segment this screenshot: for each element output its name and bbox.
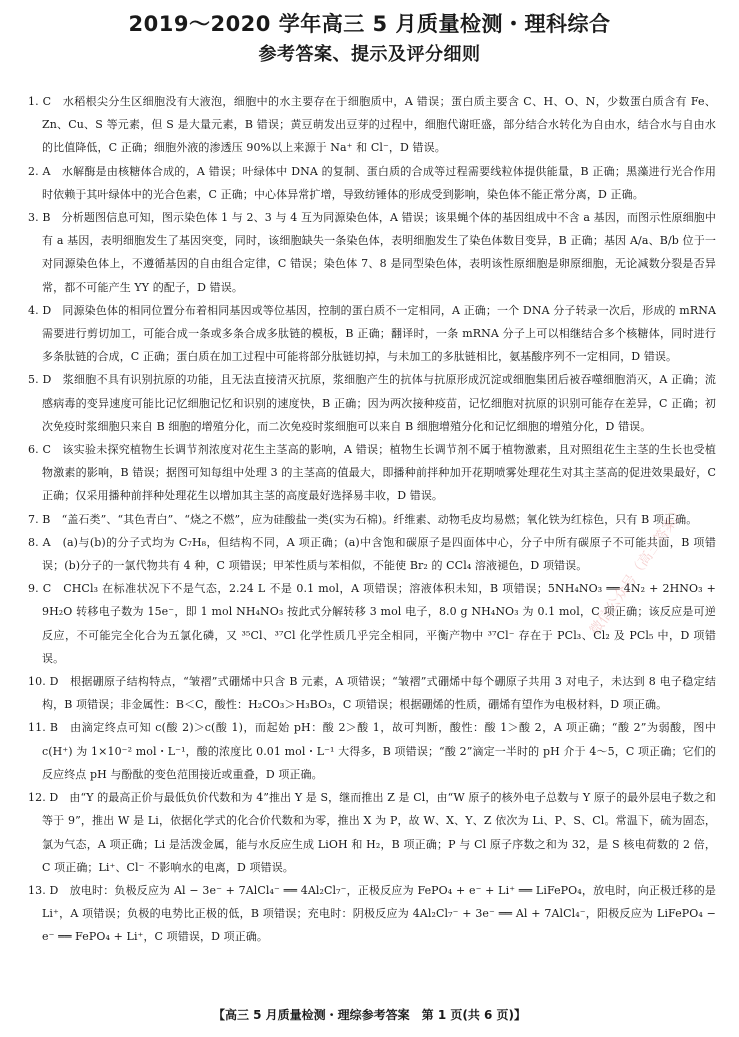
answer-text: 根据硼原子结构特点，“皱褶”式硼烯中只含 B 元素，A 项错误；“皱褶”式硼烯中每个硼原子共用 3 对电子，未达到 8 电子稳定结构，B 项错误；非金属性：B＜C，酸性：H₂CO₃＞H₃BO₃，C 项错误；根据硼烯的性质，硼烯有望作为电极材料，D 项正确。 (42, 675, 716, 712)
answer-item (28, 879, 716, 949)
answer-text: 水解酶是由核糖体合成的，A 错误；叶绿体中 DNA 的复制、蛋白质的合成等过程需要线粒体提供能量，B 正确；黑藻进行光合作用时依赖于其叶绿体中的光合色素，C 正确；中心体异常扩增，导致纺锤体的形成受到影响，染色体不能正常分离，D 正确。 (42, 164, 716, 201)
answer-number: 2. A (28, 164, 51, 178)
answer-number: 3. B (28, 211, 51, 225)
answer-text: 浆细胞不具有识别抗原的功能，且无法直接清灭抗原，浆细胞产生的抗体与抗原形成沉淀或细胞集团后被吞噬细胞消灭，A 正确；流感病毒的变异速度可能比记忆细胞记忆和识别的速度快，B 正确；因为两次接种疫苗，记忆细胞对抗原的识别可能存在差异，C 正确；初次免疫时浆细胞只来自 B 细胞的增殖分化，而二次免疫时浆细胞可以来自 B 细胞增殖分化和记忆细胞的增殖分化，D 错误。 (42, 373, 716, 433)
answer-item (28, 786, 716, 879)
answer-item (28, 531, 716, 577)
answer-text: (a)与(b)的分子式均为 C₇H₈，但结构不同，A 项正确；(a)中含饱和碳原子是四面体中心，分子中所有碳原子不可能共面，B 项错误；(b)分子的一氯代物共有 4 种，C 项错误；甲苯性质与苯相似，不能使 Br₂ 的 CCl₄ 溶液褪色，D 项错误。 (42, 535, 716, 573)
answer-number: 1. C (28, 95, 52, 108)
answer-item (28, 299, 716, 369)
answer-text: 该实验未探究植物生长调节剂浓度对花生主茎高的影响，A 错误；植物生长调节剂不属于植物激素，且对照组花生主茎的生长也受植物激素的影响，B 错误；据图可知每组中处理 3 的主茎高的值最大，即播种前拌种加开花期喷雾处理花生对其主茎高的促进效果最好，C 正确；仅采用播种前拌种处理花生以增加其主茎的高度最好选择易丰收，D 错误。 (42, 443, 717, 503)
answer-item (28, 670, 716, 716)
answer-item (28, 508, 716, 531)
answer-item (28, 716, 716, 786)
answer-item (28, 577, 716, 670)
answer-text: 同源染色体的相同位置分布着相同基因或等位基因，控制的蛋白质不一定相同，A 正确；一个 DNA 分子转录一次后，形成的 mRNA 需要进行剪切加工，可能合成一条或多条合成多肽链的模板，B 正确；翻译时，一条 mRNA 分子上可以相继结合多个核糖体，同时进行多条肽链的合成，C 正确；蛋白质在加工过程中可能将部分肽链切掉，与未加工的多肽链相比，氨基酸序列不一定相同，D 错误。 (42, 303, 716, 364)
answer-number: 10. D (28, 675, 59, 689)
answer-item (28, 438, 716, 508)
answer-number: 6. C (28, 443, 51, 457)
answer-text: CHCl₃ 在标准状况下不是气态，2.24 L 不是 0.1 mol，A 项错误；溶液体积未知，B 项错误；5NH₄NO₃ ══ 4N₂ + 2HNO₃ + 9H₂O 转移电子数为 15e⁻，即 1 mol NH₄NO₃ 按此式分解转移 3 mol 电子，8.0 g NH₄NO₃ 为 0.1 mol，C 项正确；该反应是可逆反应，不可能完全化合为五氯化磷，又 ³⁵Cl、³⁷Cl 化学性质几乎完全相同，平衡产物中 ³⁷Cl⁻ 存在于 PCl₃、Cl₂ 及 PCl₅ 中，D 项错误。 (42, 582, 716, 665)
answer-text: 由“Y 的最高正价与最低负价代数和为 4”推出 Y 是 S，继而推出 Z 是 Cl，由“W 原子的核外电子总数与 Y 原子的最外层电子数之和等于 9”，推出 W 是 Li，依据化学式的化合价代数和为零，推出 X 为 P，故 W、X、Y、Z 依次为 Li、P、S、Cl。常温下，硫为固态，氯为气态，A 项正确；Li 是活泼金属，能与水反应生成 LiOH 和 H₂，B 项正确；P 与 Cl 原子序数之和为 32，是 S 核电荷数的 2 倍，C 项正确；Li⁺、Cl⁻ 不影响水的电离，D 项错误。 (42, 791, 716, 874)
answer-text: 放电时：负极反应为 Al − 3e⁻ + 7AlCl₄⁻ ══ 4Al₂Cl₇⁻，正极反应为 FePO₄ + e⁻ + Li⁺ ══ LiFePO₄，放电时，向正极迁移的是 Li⁺，A 项错误；负极的电势比正极的低，B 项错误；充电时：阴极反应为 4Al₂Cl₇⁻ + 3e⁻ ══ Al + 7AlCl₄⁻，阳极反应为 LiFePO₄ − e⁻ ══ FePO₄ + Li⁺，C 项错误，D 项正确。 (42, 883, 717, 944)
answer-text: “盖石类”、“其色青白”、“烧之不燃”，应为硅酸盐一类(实为石棉)。纤维素、动物毛皮均易燃；氧化铁为红棕色，只有 B 项正确。 (61, 512, 698, 526)
answer-text: 由滴定终点可知 c(酸 2)＞c(酸 1)，而起始 pH：酸 2＞酸 1，故可判断，酸性：酸 1＞酸 2，A 项正确；“酸 2”为弱酸，图中 c(H⁺) 为 1×10⁻² mol・L⁻¹，酸的浓度比 0.01 mol・L⁻¹ 大得多，B 项错误；“酸 2”滴定一半时的 pH 介于 4～5，C 项正确；它们的反应终点 pH 与酚酞的变色范围接近或重叠，D 项正确。 (42, 721, 716, 781)
answer-text: 水稻根尖分生区细胞没有大液泡，细胞中的水主要存在于细胞质中，A 错误；蛋白质主要含 C、H、O、N，少数蛋白质含有 Fe、Zn、Cu、S 等元素，但 S 是大量元素，B 错误；黄豆萌发出豆芽的过程中，细胞代谢旺盛，部分结合水转化为自由水，结合水与自由水的比值降低，C 正确；细胞外液的渗透压 90%以上来源于 Na⁺ 和 Cl⁻，D 错误。 (42, 95, 716, 155)
answer-text: 分析题图信息可知，图示染色体 1 与 2、3 与 4 互为同源染色体，A 错误；该果蝇个体的基因组成中不含 a 基因，而图示性原细胞中有 a 基因，表明细胞发生了基因突变，同时，该细胞缺失一条染色体，表明细胞发生了染色体数目变异，B 正确；基因 A/a、B/b 位于一对同源染色体上，不遵循基因的自由组合定律，C 错误；染色体 7、8 是同型染色体，表明该性原细胞是卵原细胞，无论减数分裂是否异常，都不可能产生 YY 的配子，D 错误。 (42, 211, 716, 294)
answer-number: 13. D (28, 883, 59, 897)
answer-number: 5. D (28, 373, 52, 387)
page-subtitle: 参考答案、提示及评分细则 (258, 44, 481, 65)
answer-list (28, 90, 716, 949)
answer-item (28, 206, 716, 299)
answer-number: 11. B (28, 721, 59, 735)
answer-number: 4. D (28, 303, 52, 317)
page-footer: 【高三 5 月质量检测・理综参考答案 第 1 页(共 6 页)】 (212, 1008, 527, 1022)
answer-number: 7. B (28, 512, 51, 526)
answer-item (28, 90, 716, 160)
watermark: 微信公众号（高三答案） (587, 502, 689, 639)
answer-item (28, 160, 716, 206)
answer-number: 12. D (28, 791, 59, 805)
answer-number: 8. A (28, 535, 51, 549)
answer-item (28, 368, 716, 438)
page-title: 2019～2020 学年高三 5 月质量检测・理科综合 (128, 12, 611, 36)
answer-number: 9. C (28, 582, 52, 596)
